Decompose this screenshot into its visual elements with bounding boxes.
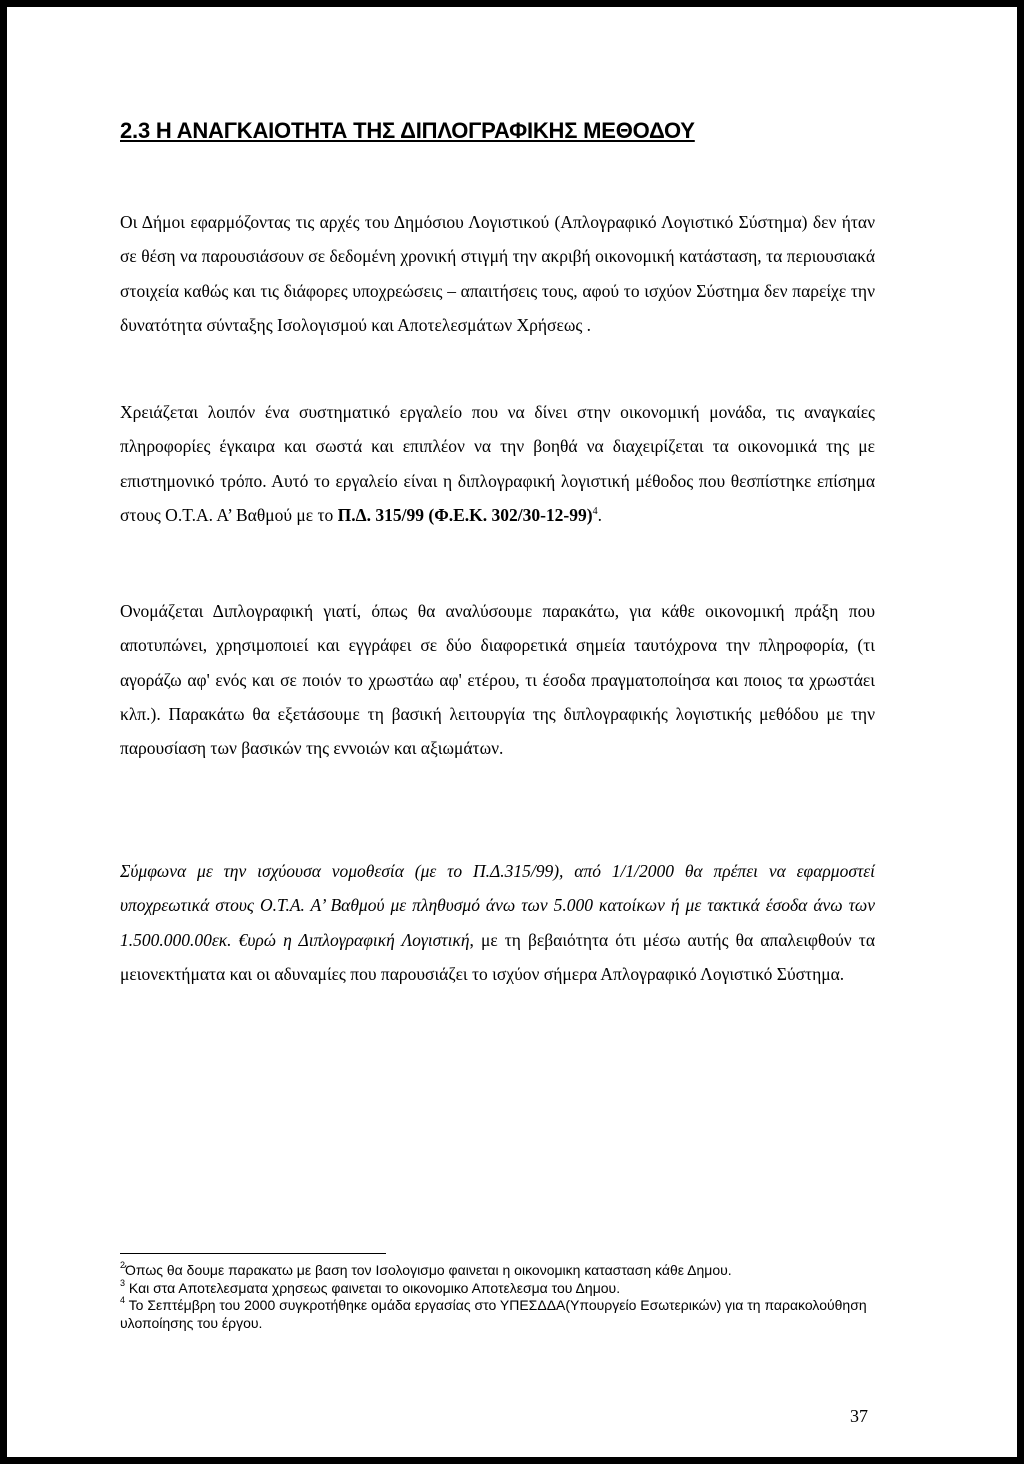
paragraph-4 xyxy=(120,854,875,991)
footnote-ref-4: 4 xyxy=(592,506,598,518)
footnote-number: 3 xyxy=(120,1277,126,1288)
footnote-4 xyxy=(120,1297,875,1332)
footnote-text: Και στα Αποτελεσματα χρησεως φαινεται το οικονομικο Αποτελεσμα του Δημου. xyxy=(128,1279,621,1296)
legal-reference: Π.Δ. 315/99 (Φ.Ε.Κ. 302/30-12-99) xyxy=(337,504,593,525)
paragraph-2-end: . xyxy=(597,504,602,525)
page-number: 37 xyxy=(850,1406,868,1426)
paragraph-4-italic: Σύμφωνα με την ισχύουσα νομοθεσία (με το Π.Δ.315/99), από 1/1/2000 θα πρέπει να εφαρμοστεί υποχρεωτικά στους Ο.Τ.Α. Α’ Βαθμού με πληθυσμό άνω των 5.000 κατοίκων ή με τακτικά έσοδα άνω των 1.500.000.00εκ. €υρώ η Διπλογραφική Λογιστική xyxy=(120,861,875,950)
paragraph-1: Οι Δήμοι εφαρμόζοντας τις αρχές του Δημόσιου Λογιστικού (Απλογραφικό Λογιστικό Σύστημα) δεν ήταν σε θέση να παρουσιάσουν σε δεδομένη χρονική στιγμή την ακριβή οικονομική κατάσταση, τα περιουσιακά στοιχεία καθώς και τις διάφορες υποχρεώσεις – απαιτήσεις τους, αφού το ισχύον Σύστημα δεν παρείχε την δυνατότητα σύνταξης Ισολογισμού και Αποτελεσμάτων Χρήσεως . xyxy=(120,212,875,335)
paragraph-2 xyxy=(120,395,875,532)
footnote-text: Το Σεπτέμβρη του 2000 συγκροτήθηκε ομάδα εργασίας στο ΥΠΕΣΔΔΑ(Υπουργείο Εσωτερικών) για τη παρακολούθηση υλοποίησης του έργου. xyxy=(120,1297,867,1331)
section-heading: 2.3 Η ΑΝΑΓΚΑΙΟΤΗΤΑ ΤΗΣ ΔΙΠΛΟΓΡΑΦΙΚΗΣ ΜΕΘΟΔΟΥ xyxy=(120,118,695,143)
footnote-text: Όπως θα δουμε παρακατω με βαση τον Ισολογισμο φαινεται η οικονομικη κατασταση κάθε Δημου. xyxy=(125,1262,732,1278)
footnote-number: 2 xyxy=(120,1260,126,1271)
paragraph-2-text: Χρειάζεται λοιπόν ένα συστηματικό εργαλείο που να δίνει στην οικονομική μονάδα, τις αναγκαίες πληροφορίες έγκαιρα και σωστά και επιπλέον να την βοηθά να διαχειρίζεται τα οικονομικά της με επιστημονικό τρόπο. Αυτό το εργαλείο είναι η διπλογραφική λογιστική μέθοδος που θεσπίστηκε επίσημα στους Ο.Τ.Α. Α’ Βαθμού με το xyxy=(120,402,875,525)
footnote-separator xyxy=(120,1253,386,1254)
paragraph-3: Ονομάζεται Διπλογραφική γιατί, όπως θα αναλύσουμε παρακάτω, για κάθε οικονομική πράξη που αποτυπώνει, χρησιμοποιεί και εγγράφει σε δύο διαφορετικά σημεία ταυτόχρονα την πληροφορία, (τι αγοράζω αφ' ενός και σε ποιόν το χρωστάω αφ' ετέρου, τι έσοδα πραγματοποίησα και ποιος τα χρωστάει κλπ.). Παρακάτω θα εξετάσουμε τη βασική λειτουργία της διπλογραφικής λογιστικής μεθόδου με την παρουσίαση των βασικών της εννοιών και αξιωμάτων. xyxy=(120,601,875,759)
footnote-3 xyxy=(120,1277,875,1298)
footnote-2 xyxy=(120,1262,875,1280)
paragraph-4-rest: , με τη βεβαιότητα ότι μέσω αυτής θα απαλειφθούν τα μειονεκτήματα και οι αδυναμίες που παρουσιάζει το ισχύον σήμερα Απλογραφικό Λογιστικό Σύστημα. xyxy=(120,929,875,984)
footnote-number: 4 xyxy=(120,1295,126,1306)
footnotes xyxy=(120,1262,875,1332)
